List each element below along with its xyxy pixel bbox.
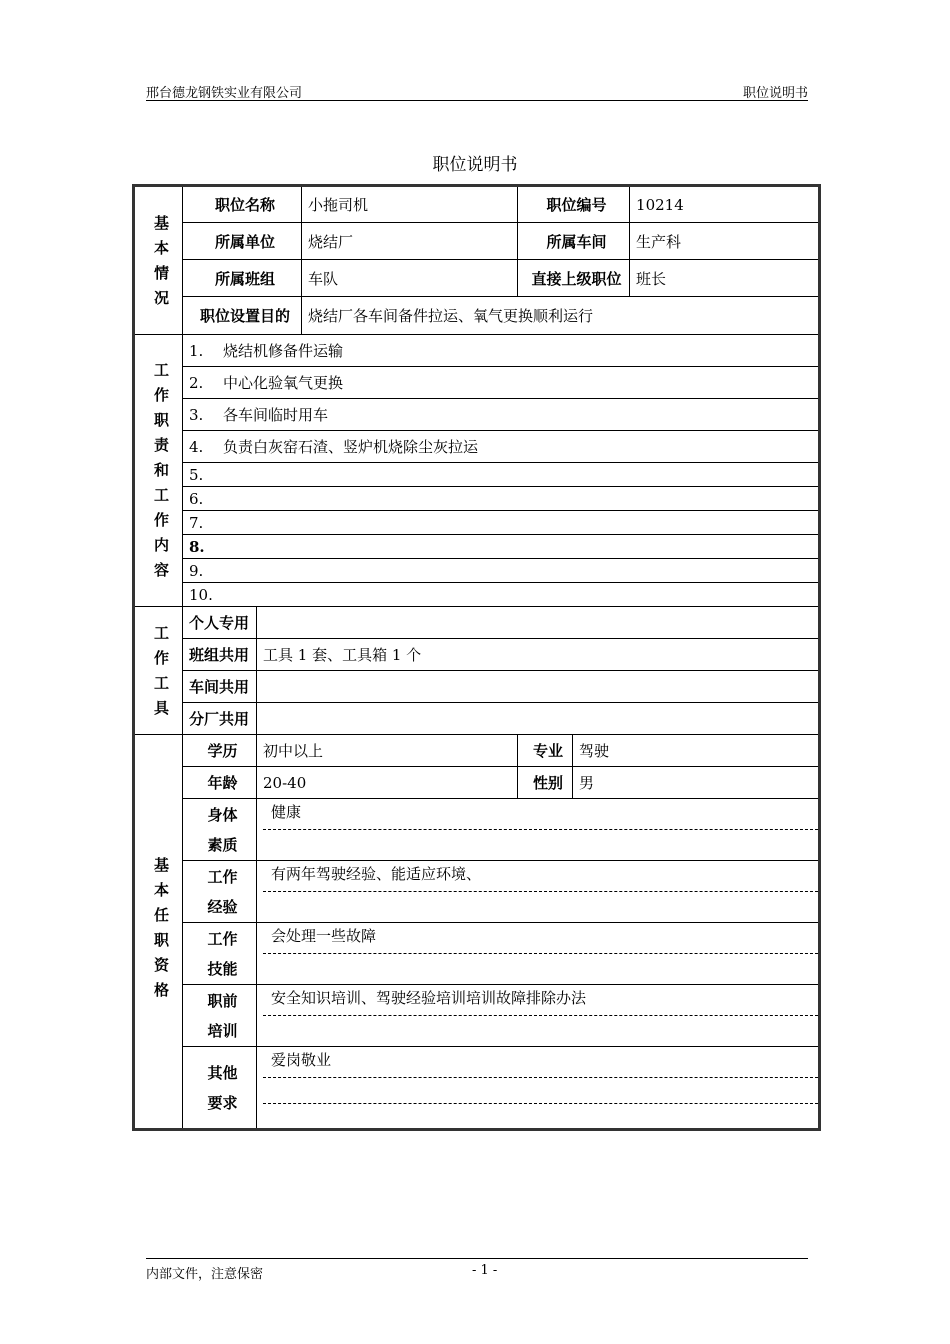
label-tools-branch: 分厂共用: [183, 703, 257, 735]
duty-row: [134, 511, 820, 535]
label-superior: 直接上级职位: [518, 260, 630, 297]
label-health: 身体 素质: [183, 799, 257, 861]
duty-row: [134, 335, 820, 367]
duty-row: [134, 559, 820, 583]
label-unit: 所属单位: [183, 223, 302, 260]
row-purpose: [134, 297, 820, 335]
value-other: 爱岗敬业: [257, 1047, 820, 1130]
duty-row: [134, 367, 820, 399]
qual-row-age: [134, 767, 820, 799]
value-team: 车队: [302, 260, 518, 297]
duty-item-2: 2. 中心化验氧气更换: [183, 367, 820, 399]
page-title: 职位说明书: [432, 155, 518, 175]
duty-item-1: 1. 烧结机修备件运输: [183, 335, 820, 367]
value-major: 驾驶: [573, 735, 820, 767]
label-team: 所属班组: [183, 260, 302, 297]
company-name: 邢台德龙钢铁实业有限公司: [146, 86, 303, 101]
value-tools-team: 工具 1 套、工具箱 1 个: [257, 639, 820, 671]
duty-row: [134, 487, 820, 511]
duty-item-4: 4. 负责白灰窑石渣、竖炉机烧除尘灰拉运: [183, 431, 820, 463]
duty-row: [134, 583, 820, 607]
duty-item-6: 6.: [183, 487, 820, 511]
value-age: 20-40: [257, 767, 518, 799]
page-number: - 1 -: [472, 1263, 498, 1278]
label-training: 职前 培训: [183, 985, 257, 1047]
label-experience: 工作 经验: [183, 861, 257, 923]
label-gender: 性别: [518, 767, 573, 799]
qual-row-education: [134, 735, 820, 767]
value-tools-branch: [257, 703, 820, 735]
section-tools: 工 作 工 具: [134, 607, 183, 735]
duty-row: [134, 463, 820, 487]
duty-item-10: 10.: [183, 583, 820, 607]
row-unit: [134, 223, 820, 260]
qual-row-other: [134, 1047, 820, 1130]
value-position-name: 小拖司机: [302, 186, 518, 223]
tools-row: [134, 671, 820, 703]
label-major: 专业: [518, 735, 573, 767]
section-duties: 工 作 职 责 和 工 作 内 容: [134, 335, 183, 607]
duty-item-5: 5.: [183, 463, 820, 487]
label-position-name: 职位名称: [183, 186, 302, 223]
label-education: 学历: [183, 735, 257, 767]
value-purpose: 烧结厂各车间备件拉运、氧气更换顺利运行: [302, 297, 820, 335]
value-tools-personal: [257, 607, 820, 639]
label-position-code: 职位编号: [518, 186, 630, 223]
value-training: 安全知识培训、驾驶经验培训培训故障排除办法: [257, 985, 820, 1047]
header-doc-type: 职位说明书: [742, 86, 808, 101]
tools-row: [134, 607, 820, 639]
tools-row: [134, 639, 820, 671]
row-position-name: [134, 186, 820, 223]
duty-item-3: 3. 各车间临时用车: [183, 399, 820, 431]
page-footer: [146, 1258, 808, 1282]
duty-item-9: 9.: [183, 559, 820, 583]
value-gender: 男: [573, 767, 820, 799]
row-team: [134, 260, 820, 297]
value-superior: 班长: [630, 260, 820, 297]
value-workshop: 生产科: [630, 223, 820, 260]
qual-row-skills: [134, 923, 820, 985]
value-position-code: 10214: [630, 186, 820, 223]
qual-row-experience: [134, 861, 820, 923]
label-other: 其他 要求: [183, 1047, 257, 1130]
job-description-table: [132, 184, 821, 1131]
qual-row-health: [134, 799, 820, 861]
label-purpose: 职位设置目的: [183, 297, 302, 335]
duty-row: [134, 399, 820, 431]
value-skills: 会处理一些故障: [257, 923, 820, 985]
duty-item-8: 8.: [183, 535, 820, 559]
duty-row: [134, 431, 820, 463]
duty-row: [134, 535, 820, 559]
label-tools-team: 班组共用: [183, 639, 257, 671]
label-age: 年龄: [183, 767, 257, 799]
label-skills: 工作 技能: [183, 923, 257, 985]
confidential-note: 内部文件，注意保密: [146, 1267, 264, 1282]
value-experience: 有两年驾驶经验、能适应环境、: [257, 861, 820, 923]
label-tools-workshop: 车间共用: [183, 671, 257, 703]
value-tools-workshop: [257, 671, 820, 703]
value-health: 健康: [257, 799, 820, 861]
duty-item-7: 7.: [183, 511, 820, 535]
tools-row: [134, 703, 820, 735]
value-education: 初中以上: [257, 735, 518, 767]
qual-row-training: [134, 985, 820, 1047]
section-basic-info: 基 本 情 况: [134, 186, 183, 335]
label-workshop: 所属车间: [518, 223, 630, 260]
section-qualifications: 基 本 任 职 资 格: [134, 735, 183, 1130]
label-tools-personal: 个人专用: [183, 607, 257, 639]
value-unit: 烧结厂: [302, 223, 518, 260]
page-header: [146, 82, 808, 101]
